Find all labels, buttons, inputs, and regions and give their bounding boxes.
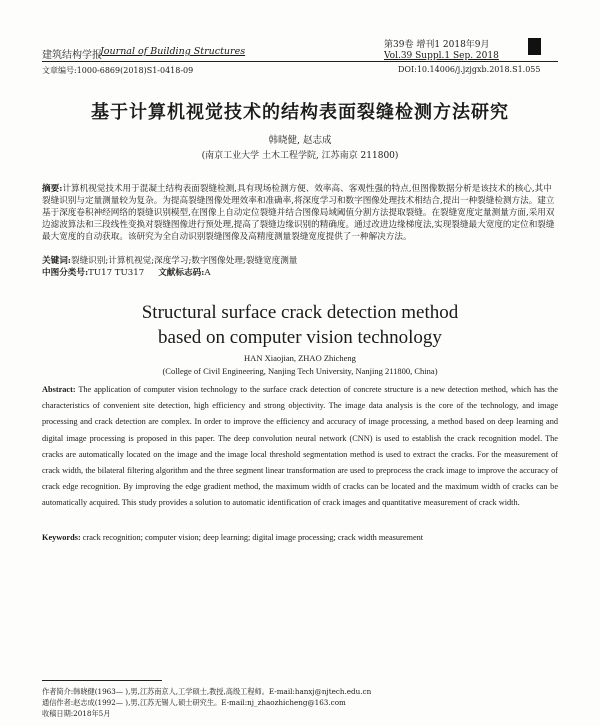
footnote-received-date: 收稿日期:2018年5月: [42, 709, 111, 718]
abstract-en-text: The application of computer vision technology to the surface crack detection of concrete structure is a new detection method, which has the characteristics of convenient site detection, high efficiency and strong objectivity. The image data analysis is the core of the technology, and image processing and crack detection are complex. In order to improve the efficiency and accuracy of image processing, a method based on deep learning and digital image processing is proposed in this paper. The deep convolution neural network (CNN) is used to establish the crack recognition model. The cracks are automatically located on the image and the image local threshold segmentation method is used to extract the cracks. For the measurement of crack width, the bilateral filtering algorithm and the three segment linear transformation are used to preprocess the crack image to improve the accuracy of crack edge recognition. By improving the edge gradient method, the maximum width of cracks can be located and the maximum width of cracks can be automatically acquired. This study provides a solution to automatic identification of crack images and quantitative measurement of crack width.: [42, 385, 558, 508]
doi: DOI:10.14006/j.jzjgxb.2018.S1.055: [398, 65, 541, 74]
doc-code-label: 文献标志码:: [158, 268, 205, 278]
volume-info-en: Vol.39 Suppl.1 Sep. 2018: [384, 51, 499, 61]
abstract-en-label: Abstract:: [42, 385, 76, 394]
doc-code: A: [204, 268, 211, 278]
keywords-en-label: Keywords:: [42, 533, 81, 542]
affiliation-cn: (南京工业大学 土木工程学院, 江苏南京 211800): [201, 151, 399, 161]
footnote-divider: [42, 680, 162, 681]
footnote-author-info: 作者简介:韩晓健(1963— ),男,江苏南京人,工学硕士,教授,高级工程师。E-mail:hanxj@njtech.edu.cn: [42, 687, 372, 696]
journal-name-cn: 建筑结构学报: [42, 50, 102, 61]
clc-codes: TU17 TU317: [88, 268, 145, 278]
volume-info-cn: 第39卷 增刊1 2018年9月: [384, 40, 490, 50]
footnote-corresponding-author: 通信作者:赵志成(1992— ),男,江苏无锡人,硕士研究生。E-mail:nj_zhaozhicheng@163.com: [42, 698, 346, 707]
paper-title-cn: 基于计算机视觉技术的结构表面裂缝检测方法研究: [91, 102, 509, 123]
paper-title-en-line2: based on computer vision technology: [158, 327, 442, 348]
affiliation-en: (College of Civil Engineering, Nanjing Tech University, Nanjing 211800, China): [162, 366, 438, 376]
journal-name-en: Journal of Building Structures: [100, 46, 246, 57]
keywords-cn-text: 裂缝识别;计算机视觉;深度学习;数字图像处理;裂缝宽度测量: [70, 256, 298, 266]
clc-label: 中图分类号:: [42, 268, 89, 278]
paper-title-en-line1: Structural surface crack detection method: [141, 302, 459, 323]
abstract-cn-label: 摘要:: [42, 184, 63, 194]
header-divider: [42, 61, 558, 62]
abstract-cn-text: 计算机视觉技术用于混凝土结构表面裂缝检测,具有现场检测方便、效率高、客观性强的特点,但图像数据分析是该技术的核心,其中裂缝识别与定量测量较为复杂。为提高裂缝图像处理效率和准确率,将深度学习和数字图像处理技术相结合,提出一种裂缝检测方法。建立基于深度卷积神经网络的裂缝识别模型,在图像上自动定位裂缝并结合图像局域阈值分割方法提取裂缝。在裂缝宽度定量测量方面,采用双边滤波算法和三段线性变换对裂缝图像进行预处理,提高了裂缝边缘识别的精确度。通过改进边缘梯度法,实现裂缝最大宽度的定位和裂缝最大宽度的自动获取。该研究为全自动识别裂缝图像及高精度测量裂缝宽度提供了一种解决方法。: [42, 184, 555, 242]
authors-en: HAN Xiaojian, ZHAO Zhicheng: [244, 353, 356, 363]
abstract-en: [42, 382, 558, 512]
keywords-cn-label: 关键词:: [42, 256, 71, 266]
keywords-cn: [42, 255, 557, 267]
abstract-cn: [42, 183, 557, 243]
paper-title-en: [0, 300, 600, 350]
article-number: 文章编号:1000-6869(2018)S1-0418-09: [42, 66, 194, 75]
authors-cn: 韩晓健, 赵志成: [268, 135, 332, 146]
classification-cn: [42, 267, 557, 279]
page-corner-tab: [528, 38, 541, 55]
keywords-en: [42, 530, 558, 546]
keywords-en-text: crack recognition; computer vision; deep learning; digital image processing; crack width measurement: [82, 533, 424, 542]
